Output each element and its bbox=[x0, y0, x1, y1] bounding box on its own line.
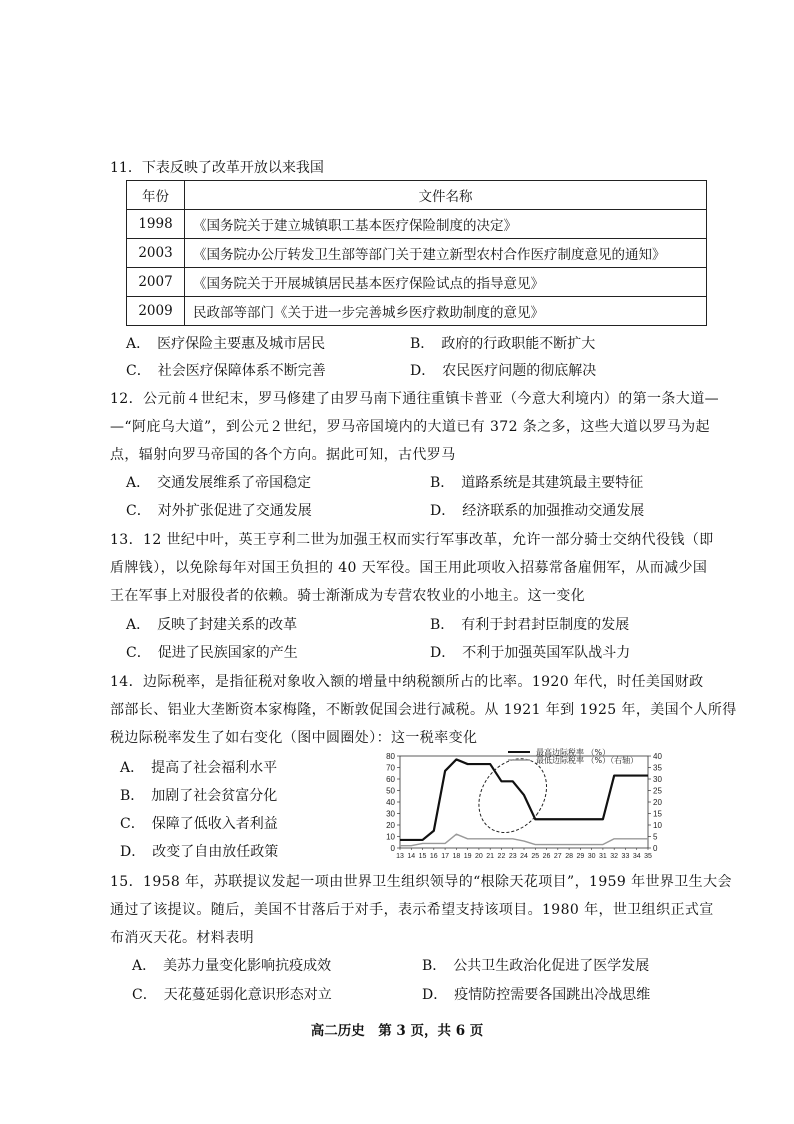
q12-option-b: B． 道路系统是其建筑最主要特征 bbox=[430, 475, 644, 491]
q13-option-c: C． 促进了民族国家的产生 bbox=[126, 645, 298, 661]
x-tick-label: 14 bbox=[407, 853, 416, 860]
series-line-highest-rate bbox=[400, 759, 648, 840]
table-cell-year: 2009 bbox=[127, 297, 185, 326]
q12-line-3: 点，辐射向罗马帝国的各个方向。据此可知，古代罗马 bbox=[110, 447, 456, 463]
y-right-tick-label: 15 bbox=[653, 809, 662, 819]
x-tick-label: 33 bbox=[621, 853, 630, 860]
y-right-tick-label: 30 bbox=[653, 775, 662, 784]
table-header-year: 年份 bbox=[127, 181, 185, 210]
plot-frame bbox=[400, 756, 648, 848]
y-right-tick-label: 25 bbox=[653, 786, 662, 796]
x-tick-label: 13 bbox=[396, 853, 404, 860]
table-cell-year: 2003 bbox=[127, 239, 185, 268]
y-left-tick-label: 70 bbox=[386, 763, 395, 773]
x-tick-label: 27 bbox=[553, 853, 562, 860]
x-tick-label: 30 bbox=[587, 853, 596, 860]
x-tick-label: 31 bbox=[599, 853, 607, 860]
q14-option-d: D． 改变了自由放任政策 bbox=[120, 844, 279, 860]
x-tick-label: 23 bbox=[508, 853, 517, 860]
table-cell-year: 1998 bbox=[127, 210, 185, 239]
q15-option-d: D． 疫情防控需要各国跳出冷战思维 bbox=[422, 987, 651, 1003]
y-left-tick-label: 20 bbox=[386, 821, 395, 830]
y-right-tick-label: 40 bbox=[653, 752, 662, 761]
y-left-tick-label: 0 bbox=[390, 844, 395, 853]
x-tick-label: 15 bbox=[418, 853, 427, 860]
q13-option-b: B． 有利于封君封臣制度的发展 bbox=[430, 617, 630, 633]
q11-table bbox=[126, 180, 707, 326]
y-left-tick-label: 50 bbox=[386, 786, 395, 796]
table-cell-doc: 《国务院关于开展城镇居民基本医疗保险试点的指导意见》 bbox=[185, 268, 707, 297]
legend-label-high: 最高边际税率 （%） bbox=[536, 748, 611, 757]
q11-option-d: D． 农民医疗问题的彻底解决 bbox=[410, 363, 597, 379]
x-tick-label: 32 bbox=[610, 853, 619, 860]
x-tick-label: 17 bbox=[441, 853, 449, 860]
q12-option-a: A． 交通发展维系了帝国稳定 bbox=[126, 475, 312, 491]
table-header-doc: 文件名称 bbox=[185, 181, 707, 210]
table-row bbox=[127, 239, 707, 268]
x-tick-label: 24 bbox=[520, 853, 528, 860]
q15-option-b: B． 公共卫生政治化促进了医学发展 bbox=[422, 958, 650, 974]
y-right-tick-label: 0 bbox=[653, 844, 658, 853]
table-cell-doc: 《国务院关于建立城镇职工基本医疗保险制度的决定》 bbox=[185, 210, 707, 239]
x-tick-label: 19 bbox=[463, 853, 472, 860]
x-tick-label: 20 bbox=[475, 853, 483, 860]
q15-line-1: 15．1958 年，苏联提议发起一项由世界卫生组织领导的“根除天花项目”，1959 年世界卫生大会 bbox=[110, 874, 732, 890]
q14-option-a: A． 提高了社会福利水平 bbox=[120, 760, 278, 776]
tax-rate-chart bbox=[370, 748, 670, 864]
y-left-tick-label: 10 bbox=[386, 832, 395, 842]
table-row bbox=[127, 210, 707, 239]
table-row bbox=[127, 268, 707, 297]
page-footer: 高二历史 第 3 页，共 6 页 bbox=[310, 1023, 484, 1039]
x-tick-label: 21 bbox=[486, 853, 495, 860]
y-right-tick-label: 35 bbox=[653, 763, 662, 773]
y-right-tick-label: 20 bbox=[653, 798, 662, 807]
y-right-tick-label: 5 bbox=[653, 832, 658, 842]
table-cell-doc: 《国务院办公厅转发卫生部等部门关于建立新型农村合作医疗制度意见的通知》 bbox=[185, 239, 707, 268]
legend-label-low: 最低边际税率 （%）（右轴） bbox=[536, 756, 639, 765]
x-tick-label: 34 bbox=[632, 853, 641, 860]
q12-line-1: 12．公元前４世纪末，罗马修建了由罗马南下通往重镇卡普亚（今意大利境内）的第一条大道— bbox=[110, 391, 720, 407]
q14-option-b: B． 加剧了社会贫富分化 bbox=[120, 788, 278, 804]
q11-option-b: B． 政府的行政职能不断扩大 bbox=[410, 336, 596, 352]
x-tick-label: 26 bbox=[542, 853, 551, 860]
x-tick-label: 29 bbox=[576, 853, 585, 860]
x-tick-label: 22 bbox=[497, 853, 506, 860]
x-tick-label: 35 bbox=[644, 853, 652, 860]
q13-line-1: 13．12 世纪中叶，英王亨利二世为加强王权而实行军事改革，允许一部分骑士交纳代役钱（即 bbox=[110, 532, 714, 548]
q12-option-d: D． 经济联系的加强推动交通发展 bbox=[430, 503, 645, 519]
q15-line-3: 布消灭天花。材料表明 bbox=[110, 930, 254, 946]
y-left-tick-label: 30 bbox=[386, 809, 395, 819]
y-left-tick-label: 40 bbox=[386, 798, 395, 807]
q14-line-2: 部部长、铝业大垄断资本家梅隆，不断敦促国会进行减税。从 1921 年到 1925 年，美国个人所得 bbox=[110, 702, 737, 718]
series-line-lowest-rate bbox=[400, 834, 648, 846]
x-tick-label: 25 bbox=[531, 853, 540, 860]
x-tick-label: 18 bbox=[452, 853, 461, 860]
x-tick-label: 16 bbox=[429, 853, 438, 860]
table-cell-year: 2007 bbox=[127, 268, 185, 297]
q12-option-c: C． 对外扩张促进了交通发展 bbox=[126, 503, 312, 519]
q15-option-a: A． 美苏力量变化影响抗疫成效 bbox=[132, 958, 332, 974]
y-left-tick-label: 60 bbox=[386, 775, 395, 784]
q14-option-c: C． 保障了低收入者利益 bbox=[120, 816, 278, 832]
q13-line-3: 王在军事上对服役者的依赖。骑士渐渐成为专营农牧业的小地主。这一变化 bbox=[110, 588, 586, 604]
y-right-tick-label: 10 bbox=[653, 821, 662, 830]
table-row bbox=[127, 297, 707, 326]
q12-line-2: —“阿庇乌大道”，到公元２世纪，罗马帝国境内的大道已有 372 条之多，这些大道以罗马为起 bbox=[110, 419, 710, 435]
x-tick-label: 28 bbox=[565, 853, 573, 860]
q13-option-d: D． 不利于加强英国军队战斗力 bbox=[430, 645, 631, 661]
q11-option-c: C． 社会医疗保障体系不断完善 bbox=[126, 363, 326, 379]
q11-stem: 11．下表反映了改革开放以来我国 bbox=[110, 160, 324, 176]
q13-option-a: A． 反映了封建关系的改革 bbox=[126, 617, 298, 633]
q15-line-2: 通过了该提议。随后，美国不甘落后于对手，表示希望支持该项目。1980 年，世卫组织正式宣 bbox=[110, 902, 714, 918]
q15-option-c: C． 天花蔓延弱化意识形态对立 bbox=[132, 987, 332, 1003]
q14-line-3: 税边际税率发生了如右变化（图中圆圈处）：这一税率变化 bbox=[110, 730, 478, 746]
q14-line-1: 14．边际税率，是指征税对象收入额的增量中纳税额所占的比率。1920 年代，时任美国财政 bbox=[110, 674, 704, 690]
y-left-tick-label: 80 bbox=[386, 752, 395, 761]
q11-option-a: A． 医疗保险主要惠及城市居民 bbox=[126, 336, 326, 352]
table-header-row bbox=[127, 181, 707, 210]
q13-line-2: 盾牌钱），以免除每年对国王负担的 40 天军役。国王用此项收入招募常备雇佣军，从而减少国 bbox=[110, 560, 708, 576]
table-cell-doc: 民政部等部门《关于进一步完善城乡医疗救助制度的意见》 bbox=[185, 297, 707, 326]
